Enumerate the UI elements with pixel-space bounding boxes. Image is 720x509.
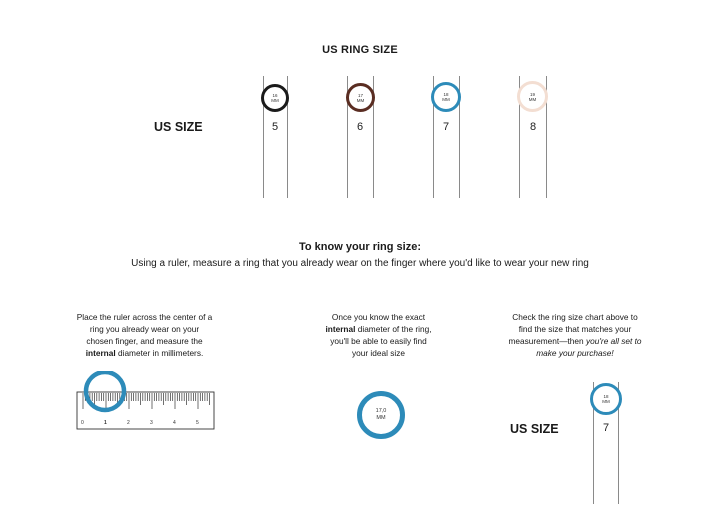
- ring-mm-unit: MM: [271, 98, 279, 103]
- ruler-label: 3: [150, 420, 153, 426]
- example-ring-unit: MM: [376, 415, 386, 421]
- step-3-text: Check the ring size chart above to find the size that matches your measurement—then you're all set to make your purchase!: [508, 312, 642, 358]
- ring-mm-unit: MM: [528, 96, 537, 102]
- example-ring: [357, 391, 405, 439]
- ring-mm-unit: MM: [356, 97, 365, 103]
- ring-mm-unit: MM: [442, 97, 450, 102]
- ruler-illustration: [76, 371, 216, 431]
- ring-size-6: [346, 83, 375, 112]
- ruler-label: 4: [173, 420, 176, 426]
- ruler-label: 0: [81, 420, 84, 426]
- ruler-label: 5: [196, 420, 199, 426]
- ruler-label: 1: [104, 420, 107, 426]
- ruler-label: 2: [127, 420, 130, 426]
- size-number: 7: [442, 121, 450, 133]
- instructions-subheading: Using a ruler, measure a ring that you already wear on the finger where you'd like to wear your new ring: [131, 258, 589, 269]
- example-ring-mm: 17,0: [375, 408, 387, 414]
- ring-mm-value: 17: [357, 92, 363, 98]
- us-size-label: US SIZE: [154, 120, 203, 134]
- page-title: US RING SIZE: [322, 44, 398, 56]
- ruler-icon: [76, 371, 216, 431]
- result-ring-mm: 18: [603, 394, 609, 399]
- size-number: 6: [356, 121, 364, 133]
- size-number: 8: [529, 121, 537, 133]
- instructions-heading: To know your ring size:: [298, 241, 422, 253]
- result-ring: [590, 383, 622, 415]
- ring-mm-value: 16: [272, 93, 278, 98]
- ring-mm-value: 18: [443, 92, 449, 97]
- ring-size-8: [517, 81, 548, 112]
- result-size-number: 7: [602, 422, 610, 434]
- ring-size-5: [261, 84, 289, 112]
- result-us-size-label: US SIZE: [510, 422, 559, 436]
- size-number: 5: [271, 121, 279, 133]
- step-1-text: Place the ruler across the center of a ring you already wear on your chosen finger, and measure the internal diameter in millimeters.: [76, 312, 213, 358]
- ring-size-7: [431, 82, 461, 112]
- ring-mm-value: 19: [529, 91, 535, 97]
- step-2-text: Once you know the exact internal diameter of the ring, you'll be able to easily find your ideal size: [325, 312, 432, 358]
- result-ring-unit: MM: [602, 399, 610, 404]
